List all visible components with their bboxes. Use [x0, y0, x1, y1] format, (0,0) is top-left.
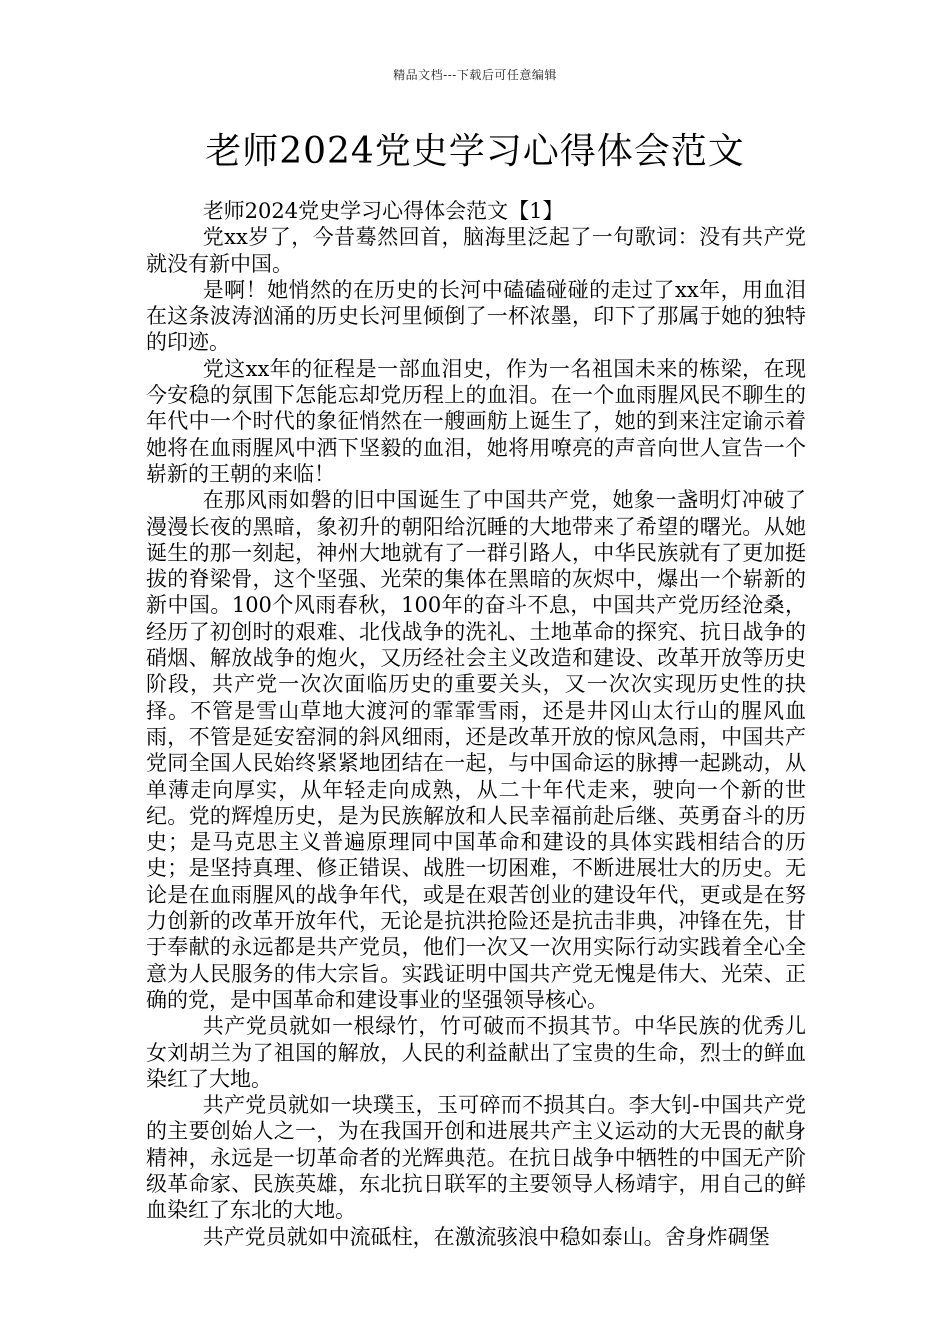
paragraph: 共产党员就如一块璞玉，玉可碎而不损其白。李大钊-中国共产党的主要创始人之一，为在我国开创和进展共产主义运动的大无畏的献身精神，永远是一切革命者的光辉典范。在抗日战争中牺牲的中国无产阶级革命家、民族英雄，东北抗日联军的主要领导人杨靖宇，用自己的鲜血染红了东北的大地。 — [146, 1093, 806, 1223]
paragraph: 是啊！她悄然的在历史的长河中磕磕碰碰的走过了xx年，用血泪在这条波涛汹涌的历史长河里倾倒了一杯浓墨，印下了那属于她的独特的印迹。 — [146, 277, 806, 355]
paragraph: 党这xx年的征程是一部血泪史，作为一名祖国未来的栋梁，在现今安稳的氛围下怎能忘却党历程上的血泪。在一个血雨腥风民不聊生的年代中一个时代的象征悄然在一艘画舫上诞生了，她的到来注定谕示着她将在血雨腥风中洒下坚毅的血泪，她将用嘹亮的声音向世人宣告一个崭新的王朝的来临！ — [146, 356, 806, 486]
paragraph: 共产党员就如中流砥柱，在激流骇浪中稳如泰山。舍身炸碉堡 — [202, 1224, 770, 1249]
paragraph: 在那风雨如磐的旧中国诞生了中国共产党，她象一盏明灯冲破了漫漫长夜的黑暗，象初升的朝阳给沉睡的大地带来了希望的曙光。从她诞生的那一刻起，神州大地就有了一群引路人，中华民族就有了更加挺拔的脊梁骨，这个坚强、光荣的集体在黑暗的灰烬中，爆出一个崭新的新中国。100个风雨春秋，100年的奋斗不息，中国共产党历经沧桑，经历了初创时的艰难、北伐战争的洗礼、土地革命的探究、抗日战争的硝烟、解放战争的炮火，又历经社会主义改造和建设、改革开放等历史阶段，共产党一次次面临历史的重要关头，又一次次实现历史性的抉择。不管是雪山草地大渡河的霏霏雪雨，还是井冈山太行山的腥风血雨，不管是延安窑洞的斜风细雨，还是改革开放的惊风急雨，中国共产党同全国人民始终紧紧地团结在一起，与中国命运的脉搏一起跳动，从单薄走向厚实，从年轻走向成熟，从二十年代走来，驶向一个新的世纪。党的辉煌历史，是为民族解放和人民幸福前赴后继、英勇奋斗的历史；是马克思主义普遍原理同中国革命和建设的具体实践相结合的历史；是坚持真理、修正错误、战胜一切困难，不断进展壮大的历史。无论是在血雨腥风的战争年代，或是在艰苦创业的建设年代，更或是在努力创新的改革开放年代，无论是抗洪抢险还是抗击非典，冲锋在先，甘于奉献的永远都是共产党员，他们一次又一次用实际行动实践着全心全意为人民服务的伟大宗旨。实践证明中国共产党无愧是伟大、光荣、正确的党，是中国革命和建设事业的坚强领导核心。 — [146, 488, 806, 1012]
section-subheading: 老师2024党史学习心得体会范文【1】 — [202, 199, 564, 223]
document-body — [146, 198, 806, 1250]
paragraph: 党xx岁了，今昔蓦然回首，脑海里泛起了一句歌词：没有共产党就没有新中国。 — [146, 225, 806, 276]
document-title: 老师2024党史学习心得体会范文 — [205, 131, 745, 172]
paragraph: 共产党员就如一根绿竹，竹可破而不损其节。中华民族的优秀儿女刘胡兰为了祖国的解放，人民的利益献出了宝贵的生命，烈士的鲜血染红了大地。 — [146, 1014, 806, 1091]
page-header-note: 精品文档---下载后可任意编辑 — [393, 68, 557, 82]
